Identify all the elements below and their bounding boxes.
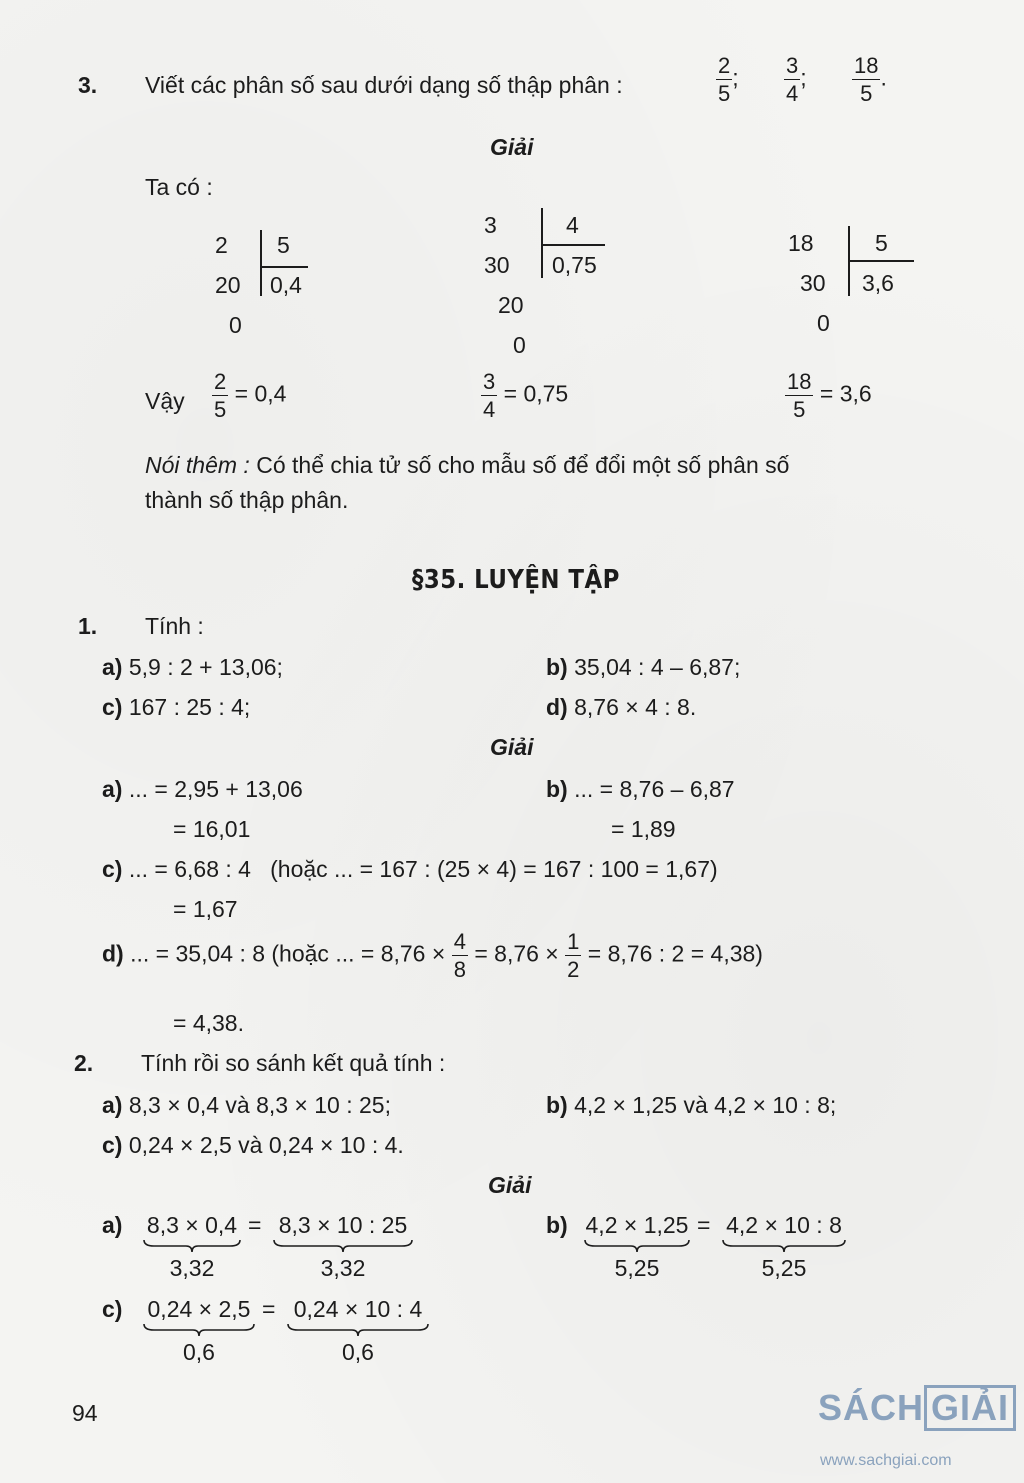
problem-2-title: Tính rồi so sánh kết quả tính : <box>141 1050 446 1076</box>
problem-1-d: d) 8,76 × 4 : 8. <box>546 694 697 720</box>
solution-1-d-line-2: = 4,38. <box>173 1010 244 1036</box>
exercise-3-fraction-1: $\frac{2}{5}$ ; <box>718 53 739 107</box>
section-heading: §35. LUYỆN TẬP <box>412 565 620 595</box>
solution-2-b-label: b) <box>546 1212 568 1238</box>
result-2: $\frac{3}{4}$ = 0,75 <box>483 369 569 423</box>
problem-1-title: Tính : <box>145 613 204 639</box>
solution-2-a-left: 8,3 × 0,4 3,32 <box>140 1212 244 1282</box>
problem-1-a: a) 5,9 : 2 + 13,06; <box>102 654 283 680</box>
equals-sign: = <box>697 1212 711 1238</box>
solution-1-b-line-2: = 1,89 <box>611 816 676 842</box>
solution-1-d-line-1: d) ... = 35,04 : 8 (hoặc ... = 8,76 × $\frac{4}{8}$ = 8,76 × $\frac{1}{2}$ = 8,76 : 2 = 4,38) <box>102 929 763 983</box>
exercise-3-number: 3. <box>78 72 98 98</box>
equals-sign: = <box>262 1296 276 1322</box>
problem-2-a: a) 8,3 × 0,4 và 8,3 × 10 : 25; <box>102 1092 391 1118</box>
exercise-3-fraction-2: $\frac{3}{4}$ ; <box>786 53 807 107</box>
page-number: 94 <box>72 1400 98 1426</box>
exercise-3-fraction-3: $\frac{18}{5}$ . <box>854 53 887 107</box>
exercise-3-question: Viết các phân số sau dưới dạng số thập phân : <box>145 72 623 98</box>
solution-1-c-line-2: = 1,67 <box>173 896 238 922</box>
solution-2-b-right: 4,2 × 10 : 8 5,25 <box>719 1212 849 1282</box>
problem-1-c: c) 167 : 25 : 4; <box>102 694 251 720</box>
problem-1-b: b) 35,04 : 4 – 6,87; <box>546 654 741 680</box>
problem-2-number: 2. <box>74 1050 94 1076</box>
result-3: $\frac{18}{5}$ = 3,6 <box>787 369 872 423</box>
solution-2-a-label: a) <box>102 1212 123 1238</box>
solution-1-b-line-1: b) ... = 8,76 – 6,87 <box>546 776 735 802</box>
problem-1-number: 1. <box>78 613 98 639</box>
solution-heading-1: Giải <box>490 734 534 760</box>
equals-sign: = <box>248 1212 262 1238</box>
sachgiai-logo[interactable]: SÁCH GIẢI <box>818 1385 1016 1431</box>
result-1: $\frac{2}{5}$ = 0,4 <box>214 369 287 423</box>
problem-2-c: c) 0,24 × 2,5 và 0,24 × 10 : 4. <box>102 1132 404 1158</box>
solution-1-a-line-1: a) ... = 2,95 + 13,06 <box>102 776 303 802</box>
solution-heading-3: Giải <box>490 134 534 160</box>
solution-2-c-right: 0,24 × 10 : 4 0,6 <box>284 1296 432 1366</box>
vay-label: Vậy <box>145 388 185 414</box>
solution-2-c-label: c) <box>102 1296 123 1322</box>
note-line-1: Nói thêm : Có thể chia tử số cho mẫu số để đổi một số phân số <box>145 452 790 478</box>
solution-1-a-line-2: = 16,01 <box>173 816 251 842</box>
problem-2-b: b) 4,2 × 1,25 và 4,2 × 10 : 8; <box>546 1092 837 1118</box>
note-line-2: thành số thập phân. <box>145 487 349 513</box>
solution-2-a-right: 8,3 × 10 : 25 3,32 <box>270 1212 416 1282</box>
sachgiai-url[interactable]: www.sachgiai.com <box>820 1452 952 1469</box>
solution-2-b-left: 4,2 × 1,25 5,25 <box>585 1212 689 1281</box>
ta-co-label: Ta có : <box>145 174 213 200</box>
solution-heading-2: Giải <box>488 1172 532 1198</box>
solution-1-c-line-1: c) ... = 6,68 : 4 (hoặc ... = 167 : (25 × 4) = 167 : 100 = 1,67) <box>102 856 718 882</box>
solution-2-c-left: 0,24 × 2,5 0,6 <box>140 1296 258 1366</box>
